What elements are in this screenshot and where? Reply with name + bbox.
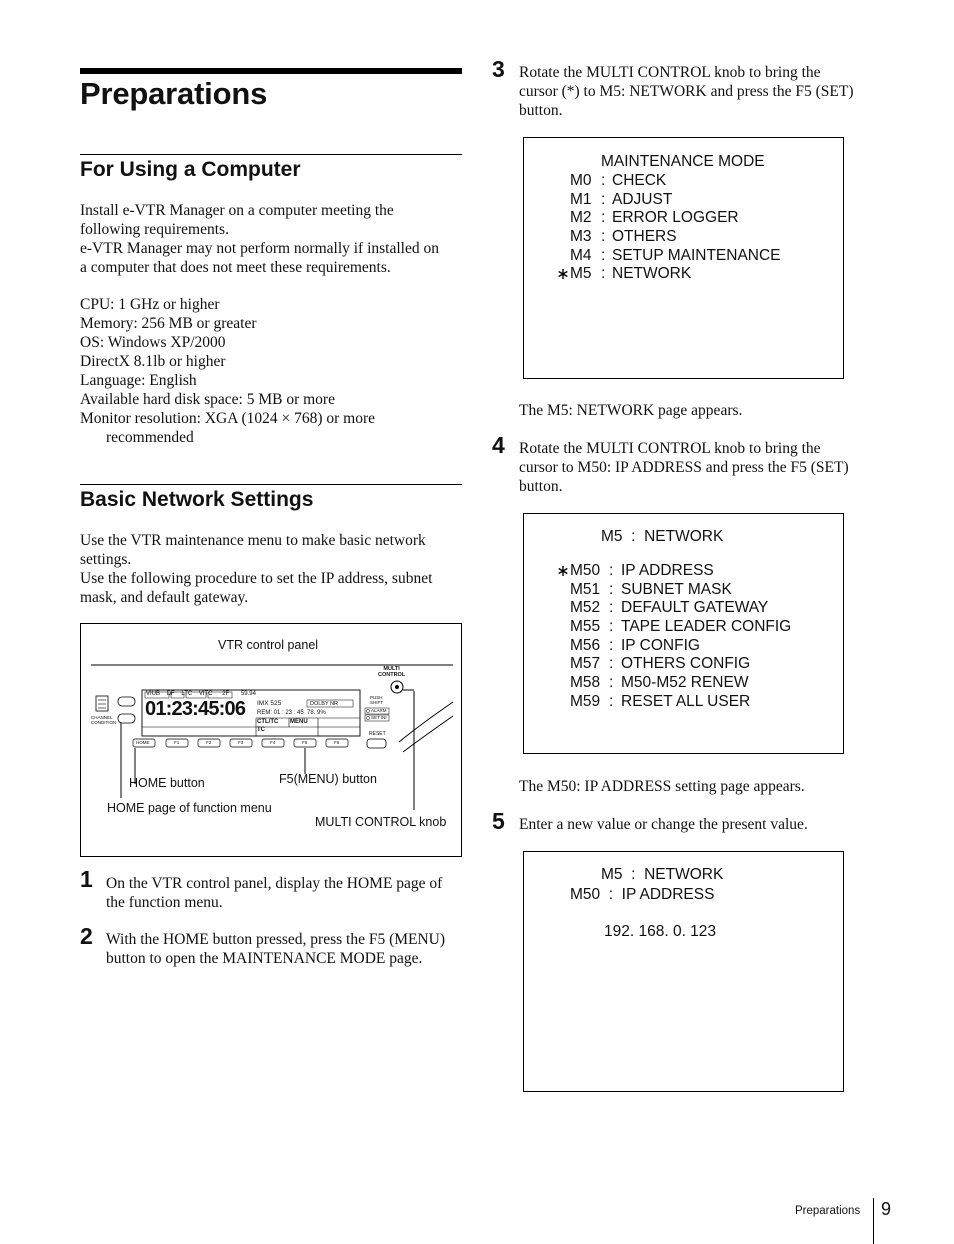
text-line: Enter a new value or change the present value.: [519, 816, 808, 833]
menu-label: OTHERS CONFIG: [621, 655, 751, 672]
step-text: [106, 930, 445, 968]
screen-subtitle: M50 : IP ADDRESS: [570, 886, 715, 903]
menu-code: M51: [570, 581, 601, 598]
panel-rem: REM: 01 : 23 : 45 78. 9%: [257, 710, 326, 716]
indicator: 2F: [222, 691, 230, 697]
requirement-item: DirectX 8.1lb or higher: [80, 353, 226, 370]
section-rule: [80, 484, 462, 485]
cursor-asterisk-icon: [558, 566, 568, 576]
separator: :: [601, 265, 606, 282]
text-line: Install e-VTR Manager on a computer meeting the: [80, 202, 394, 219]
menu-label: TAPE LEADER CONFIG: [621, 618, 792, 635]
maintenance-mode-screen: [523, 137, 844, 379]
panel-text: SHIFT: [370, 700, 383, 705]
text-line: With the HOME button pressed, press the F5 (MENU): [106, 931, 446, 948]
step-text: [519, 815, 808, 834]
text-line: cursor (*) to M5: NETWORK and press the F5 (SET): [519, 83, 854, 100]
panel-text: PUSH: [370, 695, 383, 700]
screen-title: M5 : NETWORK: [601, 866, 724, 883]
separator: :: [609, 581, 614, 598]
f3-key-label: F3: [238, 740, 244, 745]
separator: :: [609, 637, 614, 654]
step-text: [519, 439, 849, 496]
step-number: 5: [492, 808, 505, 834]
menu-label: NETWORK: [612, 265, 692, 282]
text-line: mask, and default gateway.: [80, 589, 249, 606]
requirement-item: Monitor resolution: XGA (1024 × 768) or more: [80, 410, 376, 427]
separator: :: [601, 209, 606, 226]
panel-text: CONDITION: [91, 720, 117, 725]
menu-label: IP CONFIG: [621, 637, 700, 654]
panel-timecode: 01:23:45:06: [145, 698, 246, 720]
separator: :: [609, 655, 614, 672]
f4-key-label: F4: [270, 740, 276, 745]
computer-intro: [80, 201, 465, 277]
text-line: The M5: NETWORK page appears.: [519, 402, 743, 419]
separator: :: [609, 693, 614, 710]
menu-code: M4: [570, 247, 592, 264]
menu-label: DEFAULT GATEWAY: [621, 599, 769, 616]
alarm-label: ALARM: [371, 708, 387, 713]
screen-title: MAINTENANCE MODE: [601, 153, 765, 170]
network-menu-screen: [523, 513, 844, 754]
panel-ctl-tc: CTL/TC: [257, 719, 279, 725]
reset-label: RESET: [369, 731, 386, 737]
f5-key-label: F5: [302, 740, 308, 745]
push-shift-label: [370, 695, 383, 705]
panel-dolby: DOLBY NR: [310, 701, 339, 707]
section-rule: [80, 154, 462, 155]
panel-format: IMX 525: [257, 700, 282, 707]
label-home-page: HOME page of function menu: [107, 801, 272, 815]
panel-tc: TC: [257, 727, 265, 733]
menu-code: M50: [570, 562, 601, 579]
menu-code: M55: [570, 618, 601, 635]
text-line: cursor to M50: IP ADDRESS and press the F5 (SET): [519, 459, 849, 476]
cursor-asterisk-icon: [558, 269, 568, 279]
separator: :: [601, 172, 606, 189]
indicator: LTC: [181, 691, 193, 697]
indicator: VITC: [198, 691, 213, 697]
separator: :: [609, 618, 614, 635]
requirement-item: Available hard disk space: 5 MB or more: [80, 391, 335, 408]
menu-code: M59: [570, 693, 601, 710]
text-line: the function menu.: [106, 894, 223, 911]
result-text: [519, 401, 742, 420]
step-number: 4: [492, 432, 505, 458]
panel-menu: MENU: [290, 719, 308, 725]
text-line: a computer that does not meet these requirements.: [80, 259, 391, 276]
menu-code: M57: [570, 655, 601, 672]
separator: :: [601, 228, 606, 245]
page-number: 9: [881, 1199, 892, 1219]
separator: :: [609, 599, 614, 616]
label-home-button: HOME button: [129, 776, 205, 790]
menu-code: M56: [570, 637, 601, 654]
section-heading-computer: For Using a Computer: [80, 158, 301, 181]
menu-label: ERROR LOGGER: [612, 209, 739, 226]
ip-address-screen: [523, 851, 844, 1092]
menu-label: M50-M52 RENEW: [621, 674, 749, 691]
menu-label: SUBNET MASK: [621, 581, 732, 598]
text-line: Use the following procedure to set the IP address, subnet: [80, 570, 433, 587]
vtr-panel-figure: [80, 623, 462, 857]
menu-code: M52: [570, 599, 601, 616]
step-text: [106, 874, 442, 912]
text-line: button.: [519, 102, 563, 119]
indicator: 59.94: [240, 691, 256, 697]
channel-condition-label: [91, 715, 116, 725]
panel-text: MULTI: [383, 666, 400, 672]
text-line: following requirements.: [80, 221, 229, 238]
separator: :: [609, 562, 614, 579]
text-line: Rotate the MULTI CONTROL knob to bring the: [519, 440, 821, 457]
screen-title: M5 : NETWORK: [601, 528, 724, 545]
menu-label: IP ADDRESS: [621, 562, 714, 579]
set-ini-label: SET INI: [371, 715, 387, 720]
step-text: [519, 63, 853, 120]
requirement-item: Language: English: [80, 372, 197, 389]
menu-code: M0: [570, 172, 592, 189]
section-heading-network: Basic Network Settings: [80, 488, 314, 511]
separator: :: [609, 674, 614, 691]
separator: :: [601, 247, 606, 264]
step-number: 2: [80, 923, 93, 949]
panel-indicators: [146, 691, 256, 698]
multi-control-label: [378, 666, 405, 678]
text-line: button to open the MAINTENANCE MODE page.: [106, 950, 423, 967]
menu-code: M2: [570, 209, 592, 226]
menu-label: ADJUST: [612, 191, 673, 208]
menu-code: M5: [570, 265, 592, 282]
text-line: button.: [519, 478, 563, 495]
page-title: Preparations: [80, 76, 268, 111]
requirement-item: CPU: 1 GHz or higher: [80, 296, 220, 313]
separator: :: [601, 191, 606, 208]
home-key-label: HOME: [136, 740, 150, 745]
text-line: On the VTR control panel, display the HOME page of: [106, 875, 443, 892]
text-line: Rotate the MULTI CONTROL knob to bring the: [519, 64, 821, 81]
ip-address-value: 192. 168. 0. 123: [604, 923, 717, 940]
network-intro: [80, 531, 465, 607]
f2-key-label: F2: [206, 740, 212, 745]
requirement-item-cont: recommended: [106, 429, 194, 446]
requirement-item: OS: Windows XP/2000: [80, 334, 226, 351]
text-line: Use the VTR maintenance menu to make basic network: [80, 532, 426, 549]
menu-label: OTHERS: [612, 228, 677, 245]
panel-text: CONTROL: [378, 672, 406, 678]
text-line: The M50: IP ADDRESS setting page appears.: [519, 778, 805, 795]
menu-code: M58: [570, 674, 601, 691]
menu-code: M1: [570, 191, 592, 208]
menu-label: CHECK: [612, 172, 667, 189]
step-number: 3: [492, 56, 505, 82]
label-f5-button: F5(MENU) button: [279, 772, 377, 786]
text-line: e-VTR Manager may not perform normally if installed on: [80, 240, 439, 257]
f1-key-label: F1: [174, 740, 180, 745]
footer-rule: [873, 1198, 874, 1244]
figure-caption: VTR control panel: [218, 638, 319, 652]
indicator: VIUB: [146, 691, 161, 697]
requirement-item: Memory: 256 MB or greater: [80, 315, 257, 332]
text-line: settings.: [80, 551, 132, 568]
result-text: [519, 777, 805, 796]
menu-code: M3: [570, 228, 592, 245]
f6-key-label: F6: [334, 740, 340, 745]
menu-label: SETUP MAINTENANCE: [612, 247, 781, 264]
step-number: 1: [80, 866, 93, 892]
footer-section-label: Preparations: [795, 1205, 861, 1217]
label-multi-control-knob: MULTI CONTROL knob: [315, 815, 447, 829]
panel-text: CHANNEL: [91, 715, 113, 720]
menu-label: RESET ALL USER: [621, 693, 751, 710]
requirements-list: [80, 295, 465, 447]
indicator: DF: [166, 691, 175, 697]
